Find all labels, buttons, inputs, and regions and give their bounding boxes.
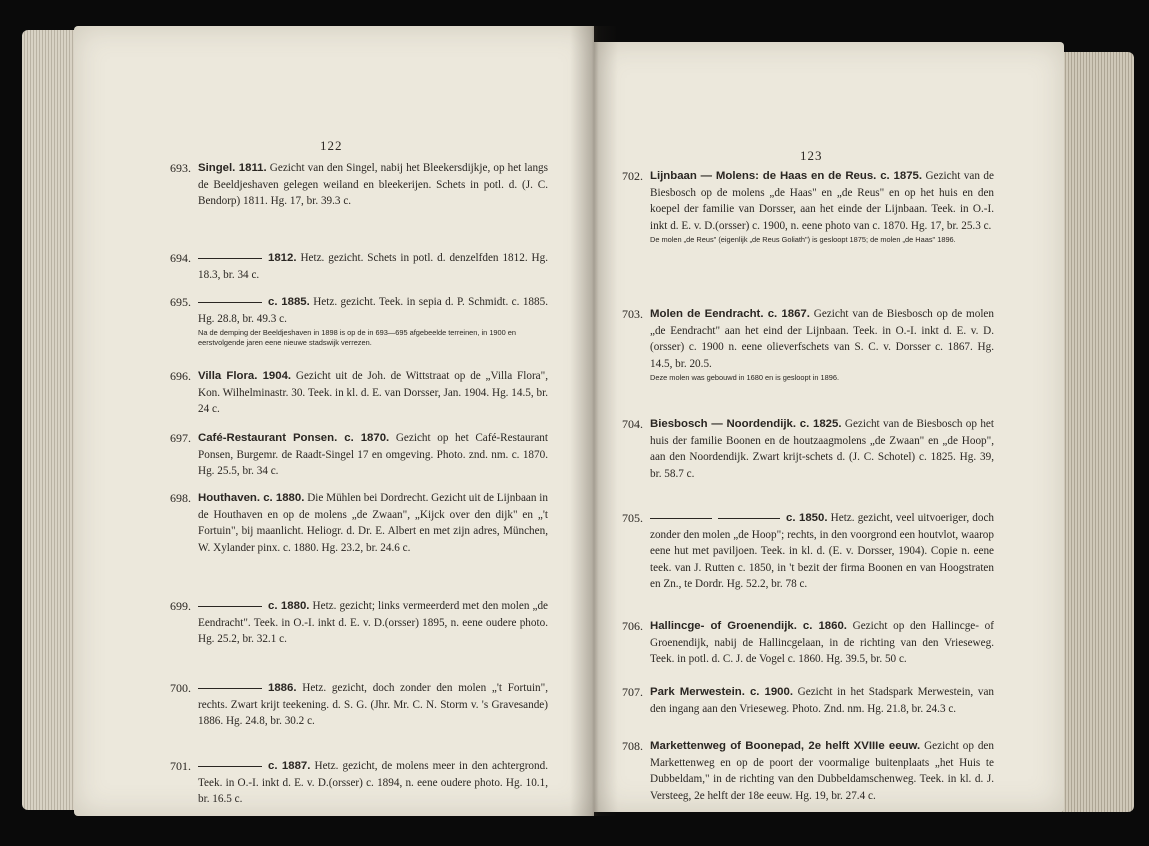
ditto-dash [718,518,780,519]
entry-number: 697. [170,431,191,445]
entry-title: Singel. 1811. [198,162,267,174]
entry-text: Hetz. gezicht, veel uitvoeriger, doch zonder den molen „de Hoop"; rechts, in den voorgrond een houtvlot, waarop eene hut met paviljoen. Teek. in kl. d. (E. v. Dorsser, 1904). Copie n. eene teek. van J. Rutten c. 1850, in 't bezit der firma Boonen en van Hoogstraten en Zn., te Dordr. Hg. 52.2, br. 78 c. [650,512,995,591]
entry-text: Hetz. gezicht. Schets in potl. d. denzelfden 1812. Hg. 18.3, br. 34 c. [198,252,548,281]
catalog-entry [170,598,549,648]
entry-title: c. 1850. [786,512,828,524]
entry-text: Gezicht van den Singel, nabij het Bleekersdijkje, op het langs de Beeldjeshaven gelegen weiland en bleekerijen. Schets in potl. d. (J. C. Bendorp) 1811. Hg. 17, br. 39.3 c. [198,162,549,208]
book-gutter [570,26,618,816]
open-book [22,22,1134,830]
entry-text: Gezicht in het Stadspark Merwestein, van den ingang aan den Vrieseweg. Photo. Znd. nm. Hg. 21.8, br. 24.3 c. [650,686,995,715]
ditto-dash [198,688,262,689]
entry-title: c. 1880. [268,600,310,612]
entry-text: Gezicht op den Hallincge- of Groenendijk, nabij de Hallincgelaan, in de richting van den Vrieseweg. Teek. in potl. d. C. J. de Vogel c. 1860. Hg. 39.5, br. 50 c. [650,620,994,666]
catalog-entry [622,684,995,717]
page-number: 123 [800,148,823,163]
entry-text: Gezicht van de Biesbosch op de molen „de Eendracht" aan het eind der Lijnbaan. Teek. in O.-I. inkt d. E. v. D.(orsser) c. 1900 n. eene olieverfschets van S. C. v. Dorsser c. 1867. Hg. 14.5, br. 20.5. [650,308,994,370]
entry-text: Die Mühlen bei Dordrecht. Gezicht uit de Lijnbaan in de Houthaven en op de molens „de Zwaan", „Kijck over den dijk" en „'t Fortuin", bij maanlicht. Heliogr. d. Dr. E. Albert en met zijn adres, München, W. Xylander pinx. c. 1880. Hg. 23.2, br. 24.6 c. [198,492,548,554]
entry-title: 1886. [268,682,297,694]
entry-text: Hetz. gezicht; links vermeerderd met den molen „de Eendracht". Teek. in O.-I. inkt d. E. v. D.(orsser) 1895, n. eene oudere photo. Hg. 25.2, br. 32.1 c. [198,600,549,646]
catalog-entry [170,250,548,283]
catalog-entry [622,618,994,668]
entry-text: Gezicht van de Biesbosch op de molens „de Haas" en „de Reus" en op het huis en den koepel der familie van Dorsser, aan het einde der Lijnbaan. Teek. in O.-I. inkt d. E. v. D.(orsser) c. 1900, n. eene photo van c. 1870. Hg. 17, br. 25.3 c. [650,170,994,232]
entry-title: Biesbosch — Noordendijk. c. 1825. [650,418,842,430]
entry-number: 696. [170,369,191,383]
entry-number: 699. [170,599,191,613]
catalog-entry [622,738,994,804]
entry-number: 702. [622,169,643,183]
entry-title: Molen de Eendracht. c. 1867. [650,308,810,320]
entry-number: 706. [622,619,643,633]
right-page [594,42,1064,812]
entry-text: Gezicht op het Café-Restaurant Ponsen, Burgemr. de Raadt-Singel 17 en omgeving. Photo. znd. nm. c. 1870. Hg. 25.5, br. 34 c. [198,432,548,478]
ditto-dash [650,518,712,519]
entry-number: 695. [170,295,191,309]
catalog-entry [622,306,994,383]
entry-number: 708. [622,739,643,753]
page-edges-right [1054,52,1134,812]
entry-text: Gezicht van de Biesbosch op het huis der familie Boonen en de houtzaagmolens „de Zwaan" en „de Hoop", aan den Noordendijk. Zwart krijt-schets d. (J. C. Schotel) c. 1825. Hg. 39, br. 58.7 c. [650,418,994,480]
entry-note: De molen „de Reus" (eigenlijk „de Reus Goliath") is gesloopt 1875; de molen „de Haas" 1896. [650,235,956,245]
entry-title: Lijnbaan — Molens: de Haas en de Reus. c. 1875. [650,170,923,182]
entry-number: 707. [622,685,643,699]
catalog-entry [622,416,994,482]
left-page [74,26,594,816]
entry-text: Gezicht uit de Joh. de Wittstraat op de „Villa Flora", Kon. Wilhelminastr. 30. Teek. in kl. d. E. van Dorsser, Jan. 1904. Hg. 14.5, br. 24 c. [198,370,548,416]
ditto-dash [198,258,262,259]
catalog-entry [170,680,549,730]
catalog-entry [170,368,548,418]
entry-text: Hetz. gezicht, doch zonder den molen „'t Fortuin", rechts. Zwart krijt teekening. d. S. G. (Jhr. Mr. C. N. Storm v. 's Gravesande) 1886. Hg. 24.8, br. 30.2 c. [198,682,549,728]
entry-title: c. 1885. [268,296,310,308]
entry-number: 700. [170,681,191,695]
ditto-dash [198,606,262,607]
entry-title: Villa Flora. 1904. [198,370,292,382]
ditto-dash [198,302,262,303]
entry-number: 694. [170,251,191,265]
entry-note: Deze molen was gebouwd in 1680 en is gesloopt in 1896. [650,373,839,383]
catalog-entry [170,160,549,210]
entry-title: Houthaven. c. 1880. [198,492,305,504]
entry-text: Gezicht op den Markettenweg en op de poort der voormalige buitenplaats „het Huis te Dubbeldam," in de richting van den Dubbeldamschenweg. Teek. in kl. d. J. Versteeg, 2e helft der 18e eeuw. Hg. 19, br. 27.4 c. [650,740,994,802]
ditto-dash [198,766,262,767]
entry-title: Café-Restaurant Ponsen. c. 1870. [198,432,390,444]
entry-title: Hallincge- of Groenendijk. c. 1860. [650,620,847,632]
entry-title: Park Merwestein. c. 1900. [650,686,793,698]
entry-title: c. 1887. [268,760,311,772]
catalog-entry [170,758,549,808]
catalog-entry [170,294,549,348]
entry-number: 701. [170,759,191,773]
catalog-entry [170,490,548,556]
entry-text: Hetz. gezicht, de molens meer in den achtergrond. Teek. in O.-I. inkt d. E. v. D.(orsser) c. 1894, n. eene oudere photo. Hg. 10.1, br. 16.5 c. [198,760,549,806]
page-edges-left [22,30,78,810]
catalog-entry [622,168,994,245]
catalog-entry [170,430,548,480]
entry-text: Hetz. gezicht. Teek. in sepia d. P. Schmidt. c. 1885. Hg. 28.8, br. 49.3 c. [198,296,549,325]
entry-number: 704. [622,417,643,431]
catalog-entry [622,510,995,593]
entry-number: 698. [170,491,191,505]
entry-title: 1812. [268,252,297,264]
entry-title: Markettenweg of Boonepad, 2e helft XVIIIe eeuw. [650,740,921,752]
entry-note: Na de demping der Beeldjeshaven in 1898 is op de in 693—695 afgebeelde terreinen, in 1900 en eerstvolgende jaren eene nieuwe stadswijk verrezen. [198,328,517,348]
page-number: 122 [320,138,343,153]
entry-number: 705. [622,511,643,525]
entry-number: 693. [170,161,191,175]
entry-number: 703. [622,307,643,321]
